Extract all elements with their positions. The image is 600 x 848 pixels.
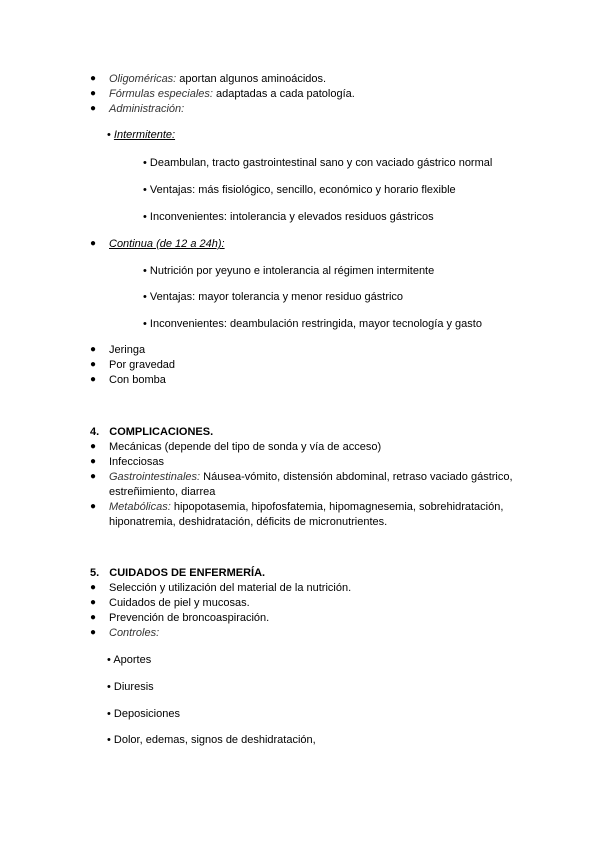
intermitente-heading <box>107 128 175 142</box>
continua-item: • Ventajas: mayor tolerancia y menor residuo gástrico <box>143 291 404 303</box>
list-item-formulas <box>109 87 355 101</box>
text-formulas: adaptadas a cada patología. <box>212 88 355 100</box>
bullet-icon: ● <box>90 612 97 623</box>
bullet-icon: ● <box>90 627 97 638</box>
bullet-icon: ● <box>90 456 97 467</box>
term-metabolicas: Metabólicas: <box>109 501 171 513</box>
bullet-icon: ● <box>90 88 97 99</box>
continua-label: Continua (de 12 a 24h): <box>109 238 225 250</box>
controles-label: Controles: <box>109 627 160 639</box>
section-4-heading <box>90 425 213 439</box>
list-item-continuation: hiponatremia, deshidratación, déficits de micronutrientes. <box>109 516 388 528</box>
list-item-cuidado: Cuidados de piel y mucosas. <box>109 597 250 609</box>
bullet-icon: ● <box>90 238 97 249</box>
continua-item: • Nutrición por yeyuno e intolerancia al régimen intermitente <box>143 265 435 277</box>
section-5-heading <box>90 566 265 580</box>
sub-bullet-icon: • <box>107 129 111 141</box>
bullet-icon: ● <box>90 103 97 114</box>
list-item-continuation: estreñimiento, diarrea <box>109 486 216 498</box>
list-item-cuidado: Selección y utilización del material de la nutrición. <box>109 582 352 594</box>
continua-item: • Inconvenientes: deambulación restringida, mayor tecnología y gasto <box>143 318 482 330</box>
bullet-icon: ● <box>90 374 97 385</box>
control-item: • Aportes <box>107 654 152 666</box>
intermitente-item: • Ventajas: más fisiológico, sencillo, económico y horario flexible <box>143 184 456 196</box>
list-item-infecciosas: Infecciosas <box>109 456 165 468</box>
intermitente-label: Intermitente: <box>113 129 176 141</box>
method-item: Con bomba <box>109 374 166 386</box>
section-number: 4. <box>90 426 100 438</box>
method-item: Por gravedad <box>109 359 176 371</box>
bullet-icon: ● <box>90 582 97 593</box>
section-title: CUIDADOS DE ENFERMERÍA. <box>109 567 266 579</box>
bullet-icon: ● <box>90 471 97 482</box>
section-number: 5. <box>90 567 100 579</box>
control-item: • Deposiciones <box>107 708 180 720</box>
control-item: • Dolor, edemas, signos de deshidratación, <box>107 734 316 746</box>
list-item-cuidado: Prevención de broncoaspiración. <box>109 612 270 624</box>
term-formulas: Fórmulas especiales: <box>109 88 213 100</box>
term-gastrointestinales: Gastrointestinales: <box>109 471 201 483</box>
bullet-icon: ● <box>90 501 97 512</box>
bullet-icon: ● <box>90 344 97 355</box>
list-item-metabolicas: Metabólicas: hipopotasemia, hipofosfatemia, hipomagnesemia, sobrehidratación, <box>109 501 504 513</box>
control-item: • Diuresis <box>107 681 154 693</box>
bullet-icon: ● <box>90 73 97 84</box>
intermitente-item: • Inconvenientes: intolerancia y elevados residuos gástricos <box>143 211 434 223</box>
method-item: Jeringa <box>109 344 146 356</box>
intermitente-item: • Deambulan, tracto gastrointestinal sano y con vaciado gástrico normal <box>143 157 493 169</box>
bullet-icon: ● <box>90 441 97 452</box>
term-oligomericas: Oligoméricas: <box>109 73 177 85</box>
bullet-icon: ● <box>90 597 97 608</box>
list-item-gastrointestinales: Gastrointestinales: Náusea-vómito, distensión abdominal, retraso vaciado gástrico, <box>109 471 513 483</box>
section-title: COMPLICACIONES. <box>109 426 214 438</box>
bullet-icon: ● <box>90 359 97 370</box>
list-item-oligomericas <box>109 72 326 86</box>
text-oligomericas: aportan algunos aminoácidos. <box>176 73 327 85</box>
administracion-label: Administración: <box>109 103 185 115</box>
list-item-mecanicas: Mecánicas (depende del tipo de sonda y vía de acceso) <box>109 441 382 453</box>
